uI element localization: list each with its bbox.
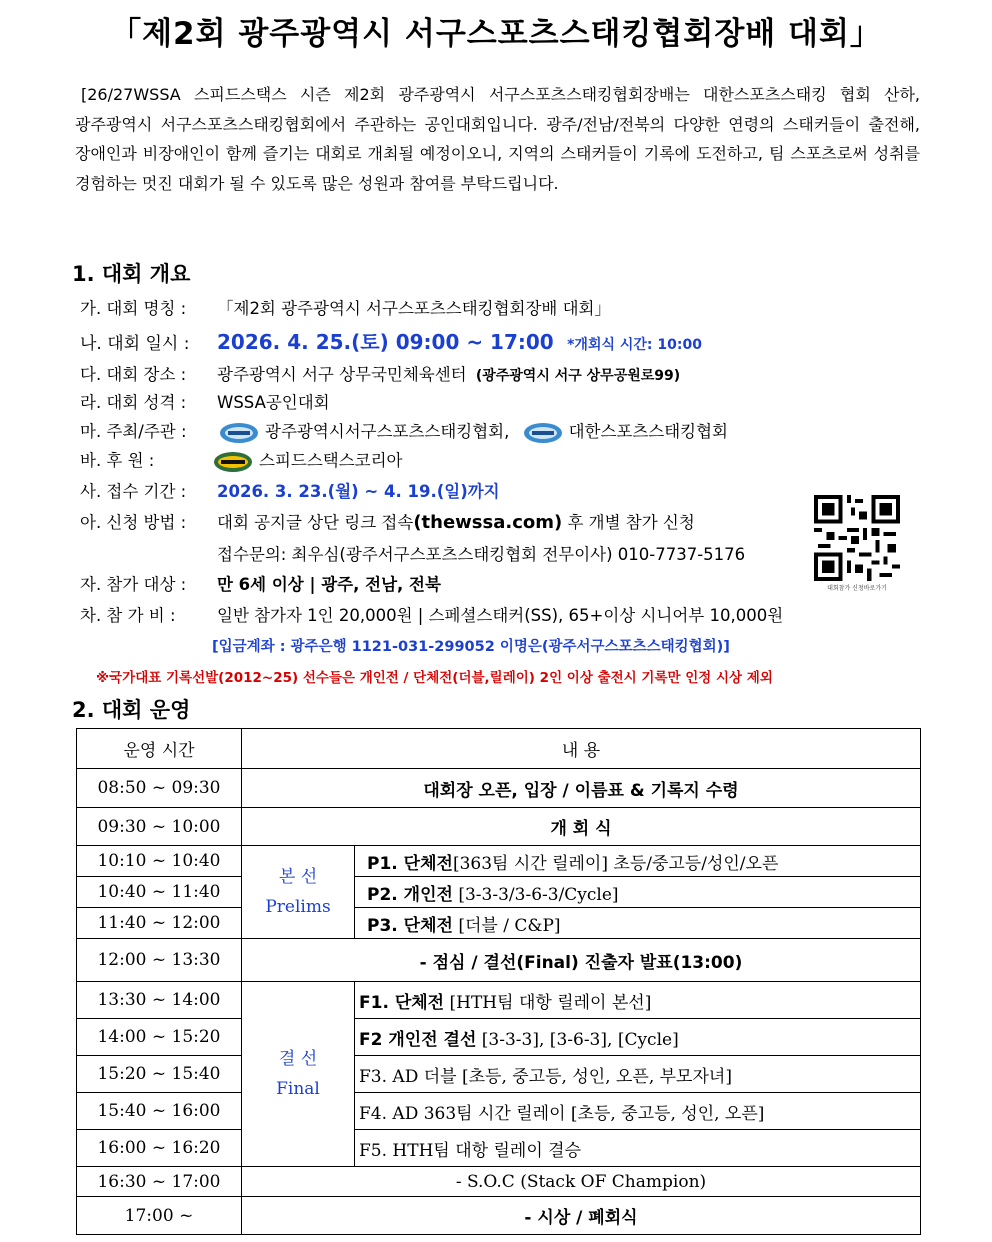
row-content: - S.O.C (Stack OF Champion) xyxy=(242,1167,921,1197)
info-row-method xyxy=(80,509,695,537)
info-row-name xyxy=(80,295,611,323)
speed-stacks-logo-icon xyxy=(213,451,253,473)
entry-fee: 일반 참가자 1인 20,000원 | 스페셜스태커(SS), 65+이상 시니어부 10,000원 xyxy=(217,606,784,625)
info-label: 마. 주최/주관 : xyxy=(80,422,187,441)
table-row: 11:40 ~ 12:00 P3. 단체전 [더블 / C&P] xyxy=(77,908,921,939)
schedule-table xyxy=(76,728,921,1235)
final-label: 결 선 Final xyxy=(242,982,355,1167)
association-logo-icon xyxy=(523,422,563,444)
table-row: 16:30 ~ 17:00 - S.O.C (Stack OF Champion) xyxy=(77,1167,921,1197)
info-label: 아. 신청 방법 : xyxy=(80,513,187,532)
info-row-fee xyxy=(80,602,783,630)
row-content: P3. 단체전 [더블 / C&P] xyxy=(355,908,921,939)
table-row: 15:40 ~ 16:00 F4. AD 363팀 시간 릴레이 [초등, 중고등, 성인, 오픈] xyxy=(77,1093,921,1130)
bank-account: [입금계좌 : 광주은행 1121-031-299052 이명은(광주서구스포츠스태킹협회)] xyxy=(212,639,730,655)
info-row-venue xyxy=(80,361,680,389)
row-content: F2 개인전 결선 [3-3-3], [3-6-3], [Cycle] xyxy=(355,1019,921,1056)
method-text: 대회 공지글 상단 링크 접속 xyxy=(217,513,414,532)
qr-caption: 대회참가 신청바로가기 xyxy=(827,585,887,592)
row-content: F1. 단체전 [HTH팀 대항 릴레이 본선] xyxy=(355,982,921,1019)
info-label: 사. 접수 기간 : xyxy=(80,482,187,501)
info-label: 라. 대회 성격 : xyxy=(80,393,187,412)
table-row: 10:10 ~ 10:40 본 선 Prelims P1. 단체전[363팀 시간 릴레이] 초등/중고등/성인/오픈 xyxy=(77,846,921,877)
opening-note: *개회식 시간: 10:00 xyxy=(567,337,702,353)
table-row: 09:30 ~ 10:00 개 회 식 xyxy=(77,808,921,846)
table-row: 15:20 ~ 15:40 F3. AD 더블 [초등, 중고등, 성인, 오픈, 부모자녀] xyxy=(77,1056,921,1093)
notice-text: ※국가대표 기록선발(2012~25) 선수들은 개인전 / 단체전(더블,릴레이) 2인 이상 출전시 기록만 인정 시상 제외 xyxy=(96,670,773,686)
info-row-host xyxy=(80,418,728,446)
eligibility: 만 6세 이상 | 광주, 전남, 전북 xyxy=(217,575,441,594)
row-content: P2. 개인전 [3-3-3/3-6-3/Cycle] xyxy=(355,877,921,908)
row-content: F4. AD 363팀 시간 릴레이 [초등, 중고등, 성인, 오픈] xyxy=(355,1093,921,1130)
event-date: 2026. 4. 25.(토) 09:00 ~ 17:00 xyxy=(217,330,554,354)
table-row: 10:40 ~ 11:40 P2. 개인전 [3-3-3/3-6-3/Cycle] xyxy=(77,877,921,908)
info-label: 나. 대회 일시 : xyxy=(80,334,190,354)
info-row-type xyxy=(80,389,330,417)
table-row: 13:30 ~ 14:00 결 선 Final F1. 단체전 [HTH팀 대항 릴레이 본선] xyxy=(77,982,921,1019)
document-title: 「제2회 광주광역시 서구스포츠스태킹협회장배 대회」 xyxy=(110,16,882,52)
info-row-date xyxy=(80,328,702,356)
section1-heading: 1. 대회 개요 xyxy=(72,262,191,286)
row-content: F5. HTH팀 대항 릴레이 결승 xyxy=(355,1130,921,1167)
sponsor-name: 스피드스택스코리아 xyxy=(259,451,403,470)
registration-period: 2026. 3. 23.(월) ~ 4. 19.(일)까지 xyxy=(217,482,500,501)
info-row-period xyxy=(80,478,500,506)
header-time: 운영 시간 xyxy=(77,729,242,769)
prelims-label: 본 선 Prelims xyxy=(242,846,355,939)
host-org-1: 광주광역시서구스포츠스태킹협회, xyxy=(265,422,510,441)
info-value: 「제2회 광주광역시 서구스포츠스태킹협회장배 대회」 xyxy=(217,299,611,318)
row-content: - 시상 / 폐회식 xyxy=(242,1197,921,1235)
intro-paragraph: [26/27WSSA 스피드스택스 시즌 제2회 광주광역시 서구스포츠스태킹협회장배는 대한스포츠스태킹 협회 산하, 광주광역시 서구스포츠스태킹협회에서 주관하는 공인대회입니다. 광주/전남/전북의 다양한 연령의 스태커들이 출전해, 장애인과 비장애인이 함께 즐기는 대회로 개최될 예정이오니, 지역의 스태커들이 기록에 도전하고, 팀 스포츠로써 성취를 경험하는 멋진 대회가 될 수 있도록 많은 성원과 참여를 부탁드립니다. xyxy=(75,85,920,193)
row-content: 대회장 오픈, 입장 / 이름표 & 기록지 수령 xyxy=(242,769,921,808)
row-content: F3. AD 더블 [초등, 중고등, 성인, 오픈, 부모자녀] xyxy=(355,1056,921,1093)
contact-line: 접수문의: 최우심(광주서구스포츠스태킹협회 전무이사) 010-7737-5176 xyxy=(217,545,746,564)
table-row: 12:00 ~ 13:30 - 점심 / 결선(Final) 진출자 발표(13:00) xyxy=(77,939,921,982)
table-row: 08:50 ~ 09:30 대회장 오픈, 입장 / 이름표 & 기록지 수령 xyxy=(77,769,921,808)
table-header-row xyxy=(77,729,921,769)
info-label: 차. 참 가 비 : xyxy=(80,606,176,625)
info-row-target xyxy=(80,571,441,599)
method-text-post: 후 개별 참가 신청 xyxy=(567,513,695,532)
header-content: 내 용 xyxy=(242,729,921,769)
host-org-2: 대한스포츠스태킹협회 xyxy=(568,422,728,441)
qr-code-icon[interactable] xyxy=(814,495,900,581)
info-label: 바. 후 원 : xyxy=(80,451,155,470)
section2-heading: 2. 대회 운영 xyxy=(72,698,191,722)
table-row: 17:00 ~ - 시상 / 폐회식 xyxy=(77,1197,921,1235)
info-row-sponsor xyxy=(80,447,402,475)
info-label: 다. 대회 장소 : xyxy=(80,365,187,384)
table-row: 14:00 ~ 15:20 F2 개인전 결선 [3-3-3], [3-6-3], [Cycle] xyxy=(77,1019,921,1056)
info-value: WSSA공인대회 xyxy=(217,393,330,412)
info-label: 가. 대회 명칭 : xyxy=(80,299,187,318)
row-content: P1. 단체전[363팀 시간 릴레이] 초등/중고등/성인/오픈 xyxy=(355,846,921,877)
row-content: - 점심 / 결선(Final) 진출자 발표(13:00) xyxy=(242,939,921,982)
info-label: 자. 참가 대상 : xyxy=(80,575,187,594)
venue-address: (광주광역시 서구 상무공원로99) xyxy=(475,368,681,384)
row-content: 개 회 식 xyxy=(242,808,921,846)
association-logo-icon xyxy=(219,422,259,444)
table-row: 16:00 ~ 16:20 F5. HTH팀 대항 릴레이 결승 xyxy=(77,1130,921,1167)
website-link[interactable]: (thewssa.com) xyxy=(413,512,563,533)
venue-name: 광주광역시 서구 상무국민체육센터 xyxy=(217,365,467,384)
